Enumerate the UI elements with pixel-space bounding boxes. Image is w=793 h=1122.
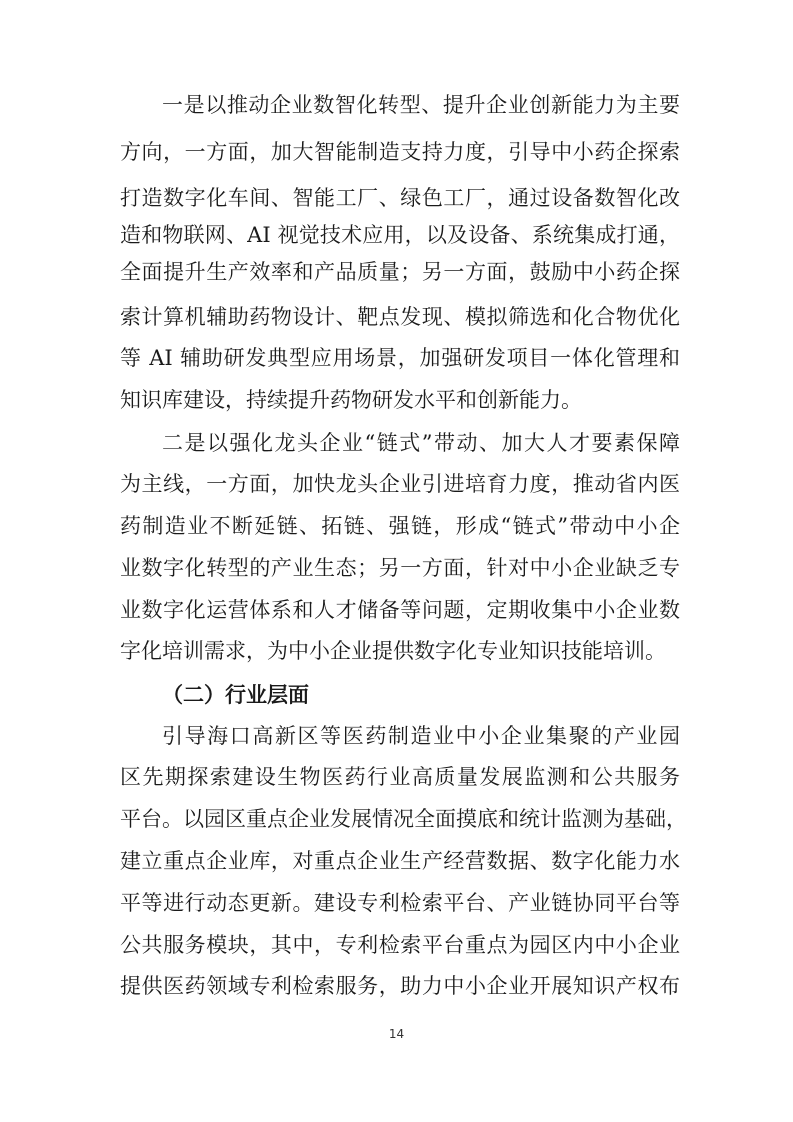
paragraph-3-line-7: 提供医药领域专利检索服务，助力中小企业开展知识产权布 bbox=[120, 974, 680, 998]
paragraph-2-line-3: 药制造业不断延链、拓链、强链，形成“链式”带动中小企 bbox=[120, 514, 680, 538]
paragraph-2-line-1: 二是以强化龙头企业“链式”带动、加大人才要素保障 bbox=[162, 431, 680, 455]
paragraph-3-line-6: 公共服务模块，其中，专利检索平台重点为园区内中小企业 bbox=[120, 933, 680, 957]
paragraph-2-line-2: 为主线，一方面，加快龙头企业引进培育力度，推动省内医 bbox=[120, 472, 680, 496]
paragraph-3-line-1: 引导海口高新区等医药制造业中小企业集聚的产业园 bbox=[162, 724, 680, 748]
paragraph-1-line-8: 知识库建设，持续提升药物研发水平和创新能力。 bbox=[120, 388, 582, 412]
paragraph-2-line-4: 业数字化转型的产业生态；另一方面，针对中小企业缺乏专 bbox=[120, 556, 680, 580]
paragraph-3-line-3: 平台。以园区重点企业发展情况全面摸底和统计监测为基础， bbox=[120, 807, 687, 831]
paragraph-1-line-4: 造和物联网、AI 视觉技术应用，以及设备、系统集成打通， bbox=[120, 223, 680, 247]
paragraph-1-line-7: 等 AI 辅助研发典型应用场景，加强研发项目一体化管理和 bbox=[120, 346, 680, 370]
paragraph-3-line-2: 区先期探索建设生物医药行业高质量发展监测和公共服务 bbox=[120, 765, 680, 789]
page-number: 14 bbox=[388, 1027, 405, 1041]
paragraph-1-line-1: 一是以推动企业数智化转型、提升企业创新能力为主要 bbox=[162, 93, 680, 117]
paragraph-3-line-5: 平等进行动态更新。建设专利检索平台、产业链协同平台等 bbox=[120, 891, 680, 915]
paragraph-1-line-2: 方向，一方面，加大智能制造支持力度，引导中小药企探索 bbox=[120, 140, 680, 164]
section-heading: （二）行业层面 bbox=[162, 682, 309, 707]
paragraph-1-line-5: 全面提升生产效率和产品质量；另一方面，鼓励中小药企探 bbox=[120, 260, 680, 284]
paragraph-1-line-6: 索计算机辅助药物设计、靶点发现、模拟筛选和化合物优化 bbox=[120, 305, 680, 329]
paragraph-2-line-6: 字化培训需求，为中小企业提供数字化专业知识技能培训。 bbox=[120, 639, 666, 663]
paragraph-2-line-5: 业数字化运营体系和人才储备等问题，定期收集中小企业数 bbox=[120, 598, 680, 622]
paragraph-3-line-4: 建立重点企业库，对重点企业生产经营数据、数字化能力水 bbox=[120, 849, 680, 873]
paragraph-1-line-3: 打造数字化车间、智能工厂、绿色工厂，通过设备数智化改 bbox=[120, 186, 680, 210]
